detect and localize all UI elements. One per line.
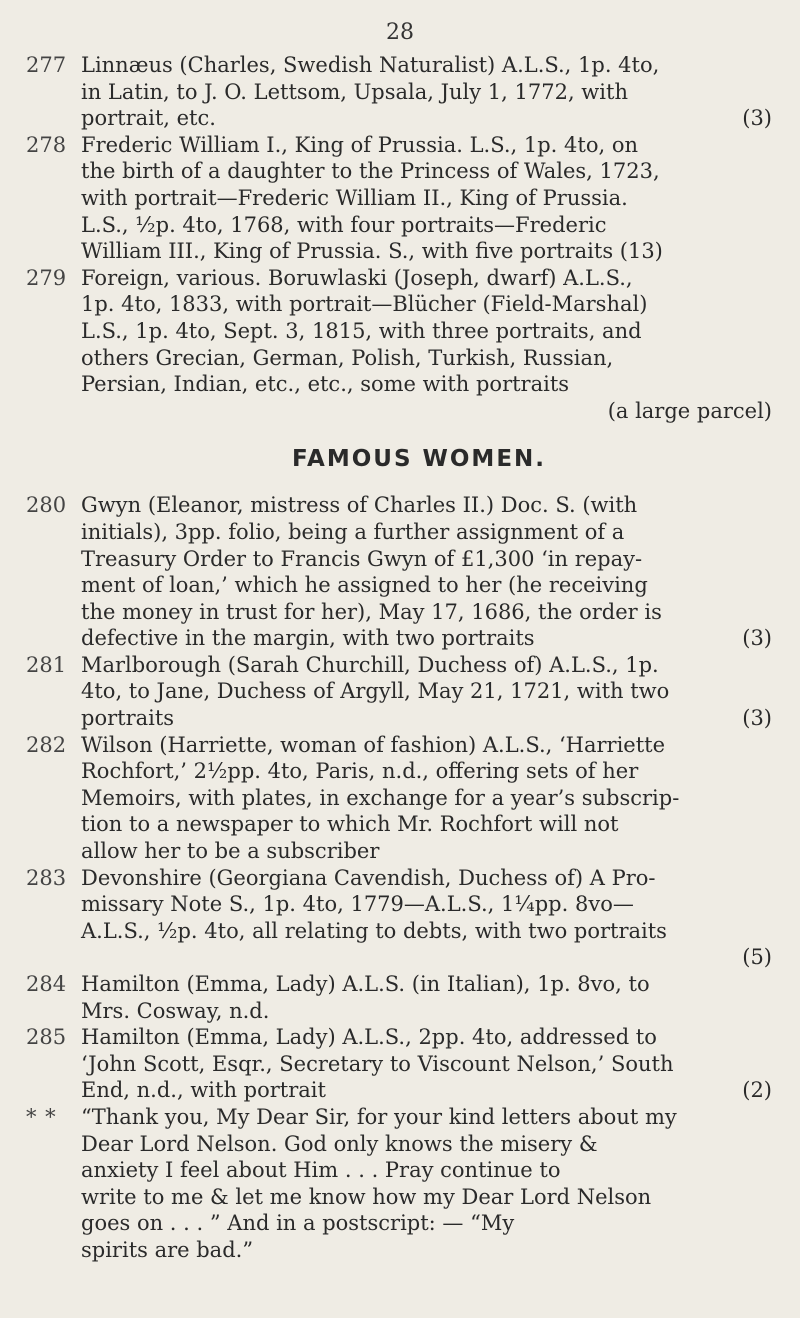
lot-number: 282: [26, 732, 67, 757]
description-line: Rochfort,’ 2½pp. 4to, Paris, n.d., offering sets of her: [81, 759, 639, 784]
description-line: goes on . . . ” And in a postscript: — “My: [81, 1211, 515, 1236]
description-line: End, n.d., with portrait: [81, 1078, 326, 1103]
lot-entry: [26, 132, 772, 265]
description-line: Hamilton (Emma, Lady) A.L.S., 2pp. 4to, addressed to: [81, 1025, 657, 1050]
description-last-line: [81, 105, 772, 132]
lot-entry: [26, 52, 772, 132]
lot-number: 284: [26, 972, 67, 996]
top-entries: [26, 52, 772, 424]
description-line: portraits: [81, 706, 175, 731]
description-last-line: [81, 625, 772, 652]
lot-entry: [26, 732, 772, 865]
description-line: “Thank you, My Dear Sir, for your kind letters about my: [81, 1104, 677, 1129]
description-line: L.S., 1p. 4to, Sept. 3, 1815, with three portraits, and: [81, 318, 642, 343]
lot-number: 279: [26, 265, 67, 290]
description-line: the birth of a daughter to the Princess of Wales, 1723,: [81, 159, 660, 184]
lot-number: 280: [26, 493, 67, 518]
item-count: (5): [742, 945, 772, 970]
description-last-line: [81, 1077, 772, 1104]
description-line: Frederic William I., King of Prussia. L.S., 1p. 4to, on: [81, 132, 638, 157]
lot-entry: [26, 865, 772, 971]
description-line: defective in the margin, with two portraits: [81, 626, 535, 651]
item-count: (3): [742, 106, 772, 131]
description-line: missary Note S., 1p. 4to, 1779—A.L.S., 1¼pp. 8vo—: [81, 892, 634, 917]
lot-number: 281: [26, 652, 67, 677]
description-line: in Latin, to J. O. Lettsom, Upsala, July 1, 1772, with: [81, 79, 628, 104]
description-line: Persian, Indian, etc., etc., some with portraits: [81, 372, 570, 397]
description-line: Foreign, various. Boruwlaski (Joseph, dwarf) A.L.S.,: [81, 265, 633, 290]
description-line: A.L.S., ½p. 4to, all relating to debts, with two portraits: [81, 918, 667, 943]
description-line: William III., King of Prussia. S., with five portraits (13): [81, 239, 663, 264]
description-last-line: [81, 238, 772, 265]
lot-number: 285: [26, 1025, 67, 1050]
description-last-line: [81, 705, 772, 732]
lot-description: [81, 492, 772, 652]
description-line: Memoirs, with plates, in exchange for a year’s subscrip-: [81, 785, 680, 810]
description-line: others Grecian, German, Polish, Turkish, Russian,: [81, 345, 614, 370]
lot-description: [81, 1104, 772, 1264]
description-line: 4to, to Jane, Duchess of Argyll, May 21, 1721, with two: [81, 679, 670, 704]
description-line: ‘John Scott, Esqr., Secretary to Viscount Nelson,’ South: [81, 1051, 674, 1076]
description-line: Mrs. Cosway, n.d.: [81, 998, 270, 1023]
description-line: Marlborough (Sarah Churchill, Duchess of) A.L.S., 1p.: [81, 652, 659, 677]
lot-description: [81, 1024, 772, 1104]
entries: [26, 52, 772, 1264]
lot-description: [81, 52, 772, 132]
item-count: (3): [742, 626, 772, 651]
lot-entry: [26, 1104, 772, 1264]
description-line: spirits are bad.”: [81, 1237, 254, 1262]
description-line: write to me & let me know how my Dear Lord Nelson: [81, 1184, 652, 1209]
description-line: ment of loan,’ which he assigned to her (he receiving: [81, 573, 648, 598]
description-line: Linnæus (Charles, Swedish Naturalist) A.L.S., 1p. 4to,: [81, 53, 660, 77]
description-line: Treasury Order to Francis Gwyn of £1,300 ‘in repay-: [81, 546, 643, 571]
description-line: Dear Lord Nelson. God only knows the misery &: [81, 1131, 598, 1156]
lot-number: * *: [26, 1104, 57, 1129]
section-title: FAMOUS WOMEN.: [291, 446, 547, 473]
description-line: Devonshire (Georgiana Cavendish, Duchess of) A Pro-: [81, 865, 656, 890]
description-line: the money in trust for her), May 17, 1686, the order is: [81, 599, 662, 624]
lot-entry: [26, 265, 772, 425]
lot-entry: [26, 971, 772, 1024]
item-count: (3): [742, 706, 772, 731]
bottom-entries: [26, 492, 772, 1263]
lot-entry: [26, 492, 772, 652]
lot-number: 283: [26, 865, 67, 890]
lot-description: [81, 265, 772, 425]
lot-description: [81, 971, 772, 1024]
item-count: (2): [742, 1078, 772, 1103]
lot-description: [81, 732, 772, 865]
description-line: Hamilton (Emma, Lady) A.L.S. (in Italian), 1p. 8vo, to: [81, 972, 650, 996]
description-line: 1p. 4to, 1833, with portrait—Blücher (Field-Marshal): [81, 292, 648, 317]
lot-number: 278: [26, 132, 67, 157]
description-line: initials), 3pp. folio, being a further assignment of a: [81, 519, 625, 544]
lot-description: [81, 652, 772, 732]
description-line: with portrait—Frederic William II., King of Prussia.: [81, 185, 628, 210]
description-line: allow her to be a subscriber: [81, 839, 380, 864]
description-line: tion to a newspaper to which Mr. Rochfort will not: [81, 812, 619, 837]
lot-description: [81, 865, 772, 971]
lot-description: [81, 132, 772, 265]
lot-entry: [26, 652, 772, 732]
lot-entry: [26, 1024, 772, 1104]
description-line: anxiety I feel about Him . . . Pray continue to: [81, 1158, 561, 1183]
description-line: L.S., ½p. 4to, 1768, with four portraits—Frederic: [81, 212, 607, 237]
description-line: portrait, etc.: [81, 106, 216, 131]
description-line: Wilson (Harriette, woman of fashion) A.L.S., ‘Harriette: [81, 732, 666, 757]
lot-number: 277: [26, 53, 67, 77]
item-count: (a large parcel): [607, 398, 772, 423]
page-number: 28: [386, 20, 414, 45]
description-line: Gwyn (Eleanor, mistress of Charles II.) Doc. S. (with: [81, 493, 638, 518]
